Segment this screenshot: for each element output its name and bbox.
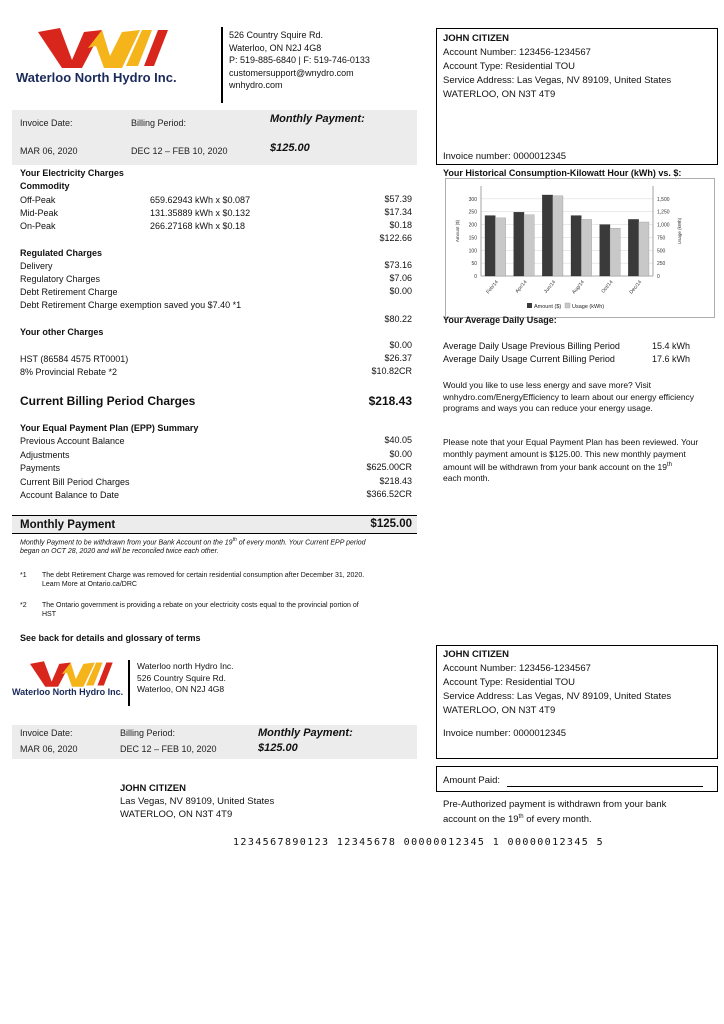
daily-prev-value: 15.4 kWh [652,341,691,351]
chart-bar-usage [639,222,649,276]
stub-invoice-number: Invoice number: 0000012345 [443,728,567,739]
chart-bar-usage [524,215,534,276]
micr-line: 1234567890123 12345678 00000012345 1 00000012345 5 [233,837,605,848]
company-address2: Waterloo, ON N2J 4G8 [229,42,322,53]
daily-usage-title: Your Average Daily Usage: [443,315,557,325]
wnh-logo-icon [38,26,170,70]
midpeak-amount: $17.34 [384,207,412,217]
chart-ytick-label: 50 [471,261,477,268]
chart-ytick-label: 200 [468,222,477,229]
debt-retirement-amount: $0.00 [389,286,412,296]
stub-customer-name: JOHN CITIZEN [443,649,509,660]
stub-wnh-logo-icon [28,660,116,688]
epp-title: Your Equal Payment Plan (EPP) Summary [20,423,199,433]
onpeak-amount: $0.18 [389,220,412,230]
chart-xtick-label: Oct/14 [600,279,615,295]
other-charges-title: Your other Charges [20,327,104,337]
offpeak-detail: 659.62943 kWh x $0.087 [150,195,251,205]
epp-current-label: Current Bill Period Charges [20,477,130,487]
chart-bar-usage [553,196,563,276]
offpeak-label: Off-Peak [20,195,56,205]
stub-invoice-date-label: Invoice Date: [20,728,73,738]
monthly-payment-bar-label: Monthly Payment [20,519,116,531]
company-email[interactable]: customersupport@wnydro.com [229,67,354,78]
midpeak-detail: 131.35889 kWh x $0.132 [150,208,251,218]
chart-bar-amount [514,212,524,276]
delivery-label: Delivery [20,261,53,271]
chart-y2tick-label: 1,000 [657,222,670,229]
chart-bar-amount [628,219,638,276]
account-type: Account Type: Residential TOU [443,61,576,72]
stub-billing-period-label: Billing Period: [120,728,176,738]
stub-invoice-date: MAR 06, 2020 [20,744,78,754]
monthly-payment-value: $125.00 [270,142,310,154]
chart-legend-amount: Amount ($) [534,304,562,310]
daily-prev-label: Average Daily Usage Previous Billing Period [443,341,620,351]
consumption-chart [445,178,715,318]
billing-period: DEC 12 – FEB 10, 2020 [131,146,228,156]
epp-balance-label: Account Balance to Date [20,490,120,500]
epp-payments-amount: $625.00CR [366,462,412,472]
chart-xtick-label: Apr/14 [514,279,529,295]
midpeak-label: Mid-Peak [20,208,59,218]
stub-company-logo [12,660,124,700]
electricity-charges-title: Your Electricity Charges [20,168,124,178]
mailing-address: JOHN CITIZEN Las Vegas, NV 89109, United States WATERLOO, ON N3T 4T9 [120,783,275,820]
company-phone-fax: P: 519-885-6840 | F: 519-746-0133 [229,55,370,65]
debt-retirement-label: Debt Retirement Charge [20,287,118,297]
logo-divider [221,27,223,103]
energy-efficiency-promo: Would you like to use less energy and save more? Visit wnhydro.com/EnergyEfficiency to learn about our energy efficiency programs and ways you can reduce your energy usage. [443,380,695,413]
chart-bar-amount [571,216,581,276]
invoice-number: Invoice number: 0000012345 [443,151,567,162]
hst-label: HST (86584 4575 RT0001) [20,354,129,364]
chart-bar-usage [581,219,591,276]
invoice-date-label: Invoice Date: [20,118,73,128]
chart-y2label: Usage (kWh) [677,217,682,245]
epp-prev-amount: $40.05 [384,435,412,445]
company-logo [16,26,186,88]
stub-service-address: Service Address: Las Vegas, NV 89109, United States [443,691,672,702]
delivery-amount: $73.16 [384,260,412,270]
account-number: Account Number: 123456-1234567 [443,47,591,58]
rebate-label: 8% Provincial Rebate *2 [20,367,118,377]
monthly-payment-label: Monthly Payment: [270,113,365,125]
stub-account-number: Account Number: 123456-1234567 [443,663,591,674]
company-address1: 526 Country Squire Rd. [229,30,324,40]
chart-ytick-label: 300 [468,196,477,203]
chart-y2tick-label: 250 [657,261,666,268]
chart-xtick-label: Feb/14 [485,279,500,296]
stub-logo-divider [128,660,130,706]
regulated-title: Regulated Charges [20,248,103,258]
chart-xtick-label: Dec/14 [628,279,644,296]
customer-info-box [436,28,718,165]
stub-billing-period: DEC 12 – FEB 10, 2020 [120,744,217,754]
chart-bar-amount [485,216,495,276]
chart-ytick-label: 0 [474,274,477,280]
current-charges-label: Current Billing Period Charges [20,394,196,408]
stub-account-type: Account Type: Residential TOU [443,677,576,688]
epp-review-note: Please note that your Equal Payment Plan has been reviewed. Your monthly payment amount is $125.00. This new monthly payment amount will be withdrawn from your bank account on the 19th each month. [443,437,699,484]
daily-curr-value: 17.6 kWh [652,354,691,364]
chart-xtick-label: Jun/14 [542,279,558,295]
monthly-payment-bar-value: $125.00 [370,518,412,530]
onpeak-detail: 266.27168 kWh x $0.18 [150,221,246,231]
stub-logo-wordmark: Waterloo North Hydro Inc. [12,687,124,697]
service-city: WATERLOO, ON N3T 4T9 [443,89,556,100]
other-blank-amount: $0.00 [389,340,412,350]
chart-title: Your Historical Consumption-Kilowatt Hour (kWh) vs. $: [443,168,682,178]
logo-wordmark: Waterloo North Hydro Inc. [16,70,177,85]
company-website[interactable]: wnhydro.com [229,80,283,90]
stub-monthly-payment-label: Monthly Payment: [258,727,353,739]
chart-legend-usage: Usage (kWh) [572,304,605,310]
see-back-note: See back for details and glossary of terms [20,633,201,643]
chart-bar-amount [600,225,610,276]
regulatory-amount: $7.06 [389,273,412,283]
service-address: Service Address: Las Vegas, NV 89109, United States [443,75,672,86]
billing-period-label: Billing Period: [131,118,187,128]
exemption-note: Debt Retirement Charge exemption saved you $7.40 *1 [20,300,242,310]
amount-paid-field[interactable] [507,786,703,787]
chart-ytick-label: 100 [468,248,477,255]
onpeak-label: On-Peak [20,221,56,231]
chart-y2tick-label: 1,500 [657,196,670,203]
chart-bar-usage [495,218,505,276]
invoice-date: MAR 06, 2020 [20,146,78,156]
chart-y2tick-label: 500 [657,248,666,255]
chart-y2tick-label: 750 [657,235,666,242]
epp-adjust-label: Adjustments [20,450,70,460]
chart-bar-amount [542,195,552,276]
chart-xtick-label: Aug/14 [571,279,586,296]
epp-payments-label: Payments [20,463,61,473]
amount-paid-box [436,766,718,792]
customer-name: JOHN CITIZEN [443,33,509,44]
stub-service-city: WATERLOO, ON N3T 4T9 [443,705,556,716]
epp-balance-amount: $366.52CR [366,489,412,499]
chart-ylabel: Amount ($) [455,219,460,243]
regulatory-label: Regulatory Charges [20,274,101,284]
offpeak-amount: $57.39 [384,194,412,204]
chart-ytick-label: 250 [468,209,477,216]
stub-company-address: Waterloo north Hydro Inc. 526 Country Squire Rd. Waterloo, ON N2J 4G8 [137,661,234,694]
monthly-payment-note: Monthly Payment to be withdrawn from your Bank Account on the 19th of every month. Your Current EPP period began on OCT 28, 2020 and will be reconciled twice each other. [20,537,366,556]
current-charges-value: $218.43 [368,394,412,408]
chart-legend-swatch-amount [527,303,532,308]
company-address-block [229,29,370,92]
chart-ytick-label: 150 [468,235,477,242]
chart-y2tick-label: 0 [657,274,660,280]
stub-monthly-payment-value: $125.00 [258,742,298,754]
stub-customer-box [436,645,718,759]
hst-amount: $26.37 [384,353,412,363]
epp-prev-label: Previous Account Balance [20,436,125,446]
epp-adjust-amount: $0.00 [389,449,412,459]
chart-bar-usage [610,228,620,276]
rebate-amount: $10.82CR [371,366,412,376]
amount-paid-label: Amount Paid: [443,775,501,786]
epp-current-amount: $218.43 [379,476,412,486]
daily-curr-label: Average Daily Usage Current Billing Period [443,354,615,364]
regulated-total: $80.22 [384,314,412,324]
preauth-note: Pre-Authorized payment is withdrawn from your bank account on the 19th of every month. [443,799,667,826]
commodity-total: $122.66 [379,233,412,243]
chart-legend-swatch-usage [565,303,570,308]
chart-y2tick-label: 1,250 [657,209,670,216]
commodity-title: Commodity [20,181,70,191]
